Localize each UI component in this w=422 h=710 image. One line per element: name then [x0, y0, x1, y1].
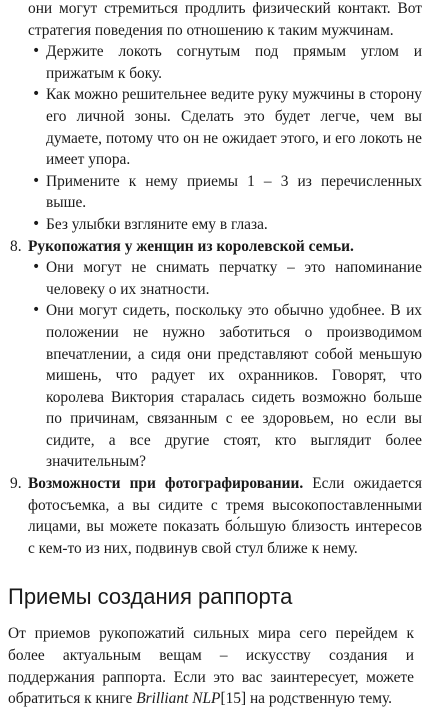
list-item: • Они могут сидеть, поскольку это обычно удобнее. В их положении не нужно заботиться о производимом впечатлении, а сидя они представляют собой меньшую мишень, что радует их охранников. Говорят, что королева Виктория старалась сидеть возможно больше по причинам, связанным с ее здоровьем, но если вы сидите, а все другие стоят, кто выглядит более значительным?: [32, 302, 422, 471]
reference-number: [15]: [220, 690, 247, 708]
strategy-bullet-list: [0, 41, 422, 235]
royal-handshake-bullets: [0, 257, 422, 473]
item-text: Если ожидается фотосъемка, а вы сидите с тремя высокопоставленными лицами, вы можете показать бо́льшую близость интересов с кем-то из них, подвинув свой стул ближе к нему.: [28, 475, 422, 557]
item-number: 8.: [10, 237, 22, 255]
paragraph-text-start: От приемов рукопожатий сильных мира сего перейдем к более актуальным вещам – искусству создания и поддержания раппорта. Если это вас заинтересует, можете обратиться к книге: [8, 625, 414, 708]
bullet-icon: •: [32, 215, 41, 232]
book-title: Brilliant NLP: [136, 690, 221, 708]
bullet-icon: •: [32, 86, 41, 103]
list-item: • Держите локоть согнутым под прямым углом и прижатым к боку.: [32, 43, 422, 82]
numbered-item-9: [0, 473, 422, 559]
list-item: • Без улыбки взгляните ему в глаза.: [32, 214, 422, 236]
continuation-paragraph: они могут стремиться продлить физический контакт. Вот стратегия поведения по отношению к таким мужчинам.: [28, 0, 422, 39]
bullet-icon: •: [32, 172, 41, 189]
list-item: • Примените к нему приемы 1 – 3 из перечисленных выше.: [32, 172, 422, 212]
item-title: Рукопожатия у женщин из королевской семьи.: [28, 237, 354, 255]
section-heading: Приемы создания раппорта: [8, 584, 293, 610]
item-title: Возможности при фотографировании.: [28, 475, 304, 493]
list-item: • Они могут не снимать перчатку – это напоминание человеку о их знатности.: [32, 259, 422, 298]
bullet-icon: •: [32, 259, 41, 276]
item-number: 9.: [10, 475, 22, 493]
section-paragraph: [0, 623, 422, 709]
bullet-icon: •: [32, 43, 41, 60]
numbered-item-8: [0, 236, 422, 258]
list-item: • Как можно решительнее ведите руку мужчины в сторону его личной зоны. Сделать это будет легче, чем вы думаете, потому что он не ожидает этого, и его локоть не имеет упора.: [32, 86, 422, 169]
paragraph-text-end: на родственную тему.: [246, 690, 393, 708]
bullet-icon: •: [32, 302, 41, 319]
